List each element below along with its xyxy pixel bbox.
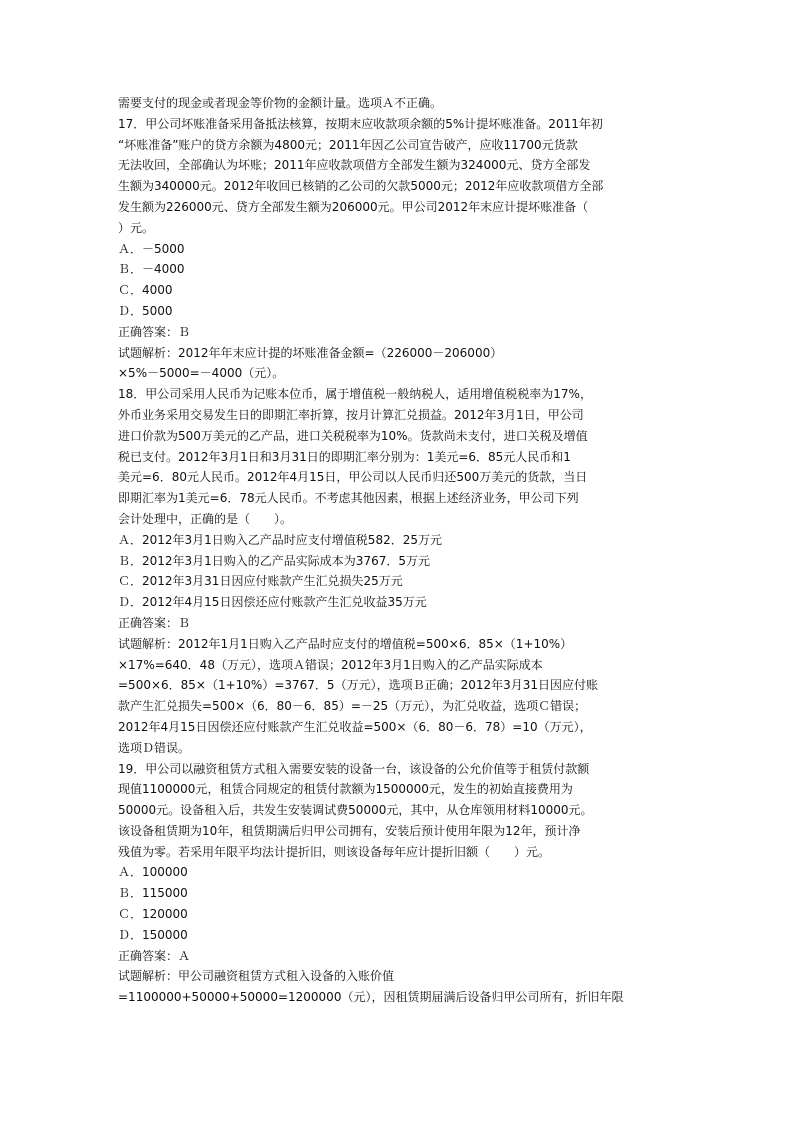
analysis-line: =1100000+50000+50000=1200000（元），因租赁期届满后设备归甲公司所有，折旧年限 (118, 990, 624, 1005)
answer-line: 正确答案：Ｂ (118, 324, 191, 339)
option-line: Ｂ．2012年3月1日购入的乙产品实际成本为3767．5万元 (118, 553, 430, 568)
text-line: 税已支付。2012年3月1日和3月31日的即期汇率分别为：1美元=6．85元人民币和1 (118, 449, 571, 464)
analysis-line: 试题解析：2012年1月1日购入乙产品时应支付的增值税=500×6．85×（1+10%） (118, 636, 573, 651)
option-line: Ｃ．2012年3月31日因应付账款产生汇兑损失25万元 (118, 574, 403, 589)
text-line: 17．甲公司坏账准备采用备抵法核算，按期末应收款项余额的5%计提坏账准备。2011年初 (118, 116, 603, 131)
option-line: Ａ．2012年3月1日购入乙产品时应支付增值税582．25万元 (118, 532, 442, 547)
text-line: 19．甲公司以融资租赁方式租入需要安装的设备一台，该设备的公允价值等于租赁付款额 (118, 761, 590, 776)
text-line: 残值为零。若采用年限平均法计提折旧，则该设备每年应计提折旧额（ ）元。 (118, 844, 551, 859)
option-line: Ｄ．5000 (118, 303, 173, 318)
option-line: Ｃ．4000 (118, 283, 173, 298)
text-line: 无法收回，全部确认为坏账；2011年应收款项借方全部发生额为324000元、贷方全部发 (118, 158, 591, 173)
answer-line: 正确答案：Ａ (118, 948, 191, 963)
text-line: ）元。 (118, 220, 155, 235)
analysis-line: 款产生汇兑损失=500×（6．80－6．85）=－25（万元），为汇兑收益，选项Ｃ错误； (118, 699, 587, 714)
document-page (118, 93, 680, 1008)
analysis-line: 试题解析：甲公司融资租赁方式租入设备的入账价值 (118, 969, 395, 984)
analysis-line: =500×6．85×（1+10%）=3767．5（万元），选项Ｂ正确；2012年3月31日因应付账 (118, 678, 599, 693)
text-line: 该设备租赁期为10年，租赁期满后归甲公司拥有，安装后预计使用年限为12年，预计净 (118, 823, 581, 838)
option-line: Ａ．－5000 (118, 241, 185, 256)
option-line: Ｃ．120000 (118, 907, 188, 922)
analysis-line: 选项Ｄ错误。 (118, 740, 191, 755)
text-line: 现值1100000元，租赁合同规定的租赁付款额为1500000元，发生的初始直接费用为 (118, 782, 573, 797)
text-line: 50000元。设备租入后，共发生安装调试费50000元，其中，从仓库领用材料10000元。 (118, 803, 593, 818)
option-line: Ｂ．115000 (118, 886, 188, 901)
option-line: Ａ．100000 (118, 865, 188, 880)
text-line: 会计处理中，正确的是（ ）。 (118, 511, 293, 526)
text-line: 进口价款为500万美元的乙产品，进口关税税率为10%。货款尚未支付，进口关税及增值 (118, 428, 588, 443)
text-line: 发生额为226000元、贷方全部发生额为206000元。甲公司2012年末应计提坏账准备（ (118, 199, 589, 214)
text-line: 美元=6．80元人民币。2012年4月15日，甲公司以人民币归还500万美元的货款，当日 (118, 470, 588, 485)
text-line: 外币业务采用交易发生日的即期汇率折算，按月计算汇兑损益。2012年3月1日，甲公司 (118, 407, 584, 422)
analysis-line: ×5%－5000=－4000（元）。 (118, 366, 285, 381)
text-line: 即期汇率为1美元=6．78元人民币。不考虑其他因素，根据上述经济业务，甲公司下列 (118, 491, 579, 506)
option-line: Ｂ．－4000 (118, 262, 185, 277)
option-line: Ｄ．150000 (118, 927, 188, 942)
analysis-line: ×17%=640．48（万元），选项Ａ错误；2012年3月1日购入的乙产品实际成本 (118, 657, 543, 672)
option-line: Ｄ．2012年4月15日因偿还应付账款产生汇兑收益35万元 (118, 595, 427, 610)
analysis-line: 2012年4月15日因偿还应付账款产生汇兑收益=500×（6．80－6．78）=10（万元）， (118, 719, 592, 734)
analysis-line: 试题解析：2012年年末应计提的坏账准备金额=（226000－206000） (118, 345, 503, 360)
text-line: 18．甲公司采用人民币为记账本位币，属于增值税一般纳税人，适用增值税税率为17%， (118, 387, 592, 402)
text-line: 生额为340000元。2012年收回已核销的乙公司的欠款5000元；2012年应收款项借方全部 (118, 179, 604, 194)
text-line: 需要支付的现金或者现金等价物的金额计量。选项Ａ不正确。 (118, 96, 443, 110)
answer-line: 正确答案：Ｂ (118, 615, 191, 630)
text-line: “坏账准备”账户的贷方余额为4800元；2011年因乙公司宣告破产，应收11700元货款 (118, 137, 578, 152)
